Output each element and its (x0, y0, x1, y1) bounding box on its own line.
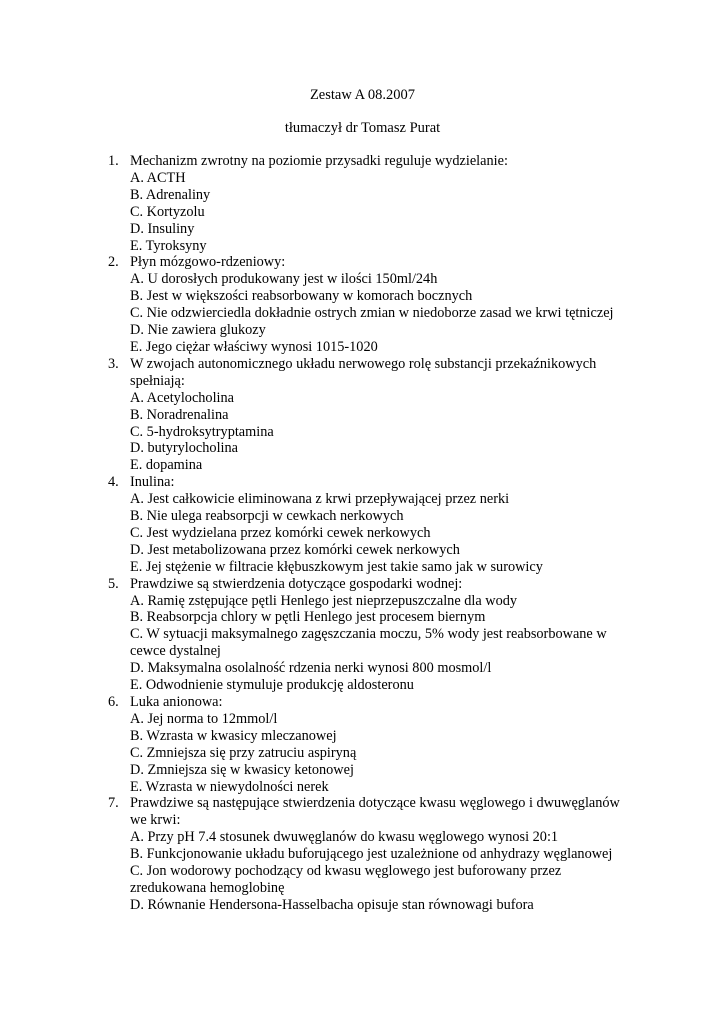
question-text-line (0, 474, 725, 491)
document-subtitle: tłumaczył dr Tomasz Purat (284, 120, 441, 136)
question-text: spełniają: (130, 372, 185, 389)
question-text: Prawdziwe są następujące stwierdzenia dotyczące kwasu węglowego i dwuwęglanów (130, 795, 620, 812)
answer-option: E. Wzrasta w niewydolności nerek (130, 778, 329, 795)
answer-option: C. 5-hydroksytryptamina (130, 423, 274, 440)
answer-option: A. Jest całkowicie eliminowana z krwi przepływającej przez nerki (130, 491, 510, 508)
question-text-line (0, 153, 725, 170)
answer-option: B. Adrenaliny (130, 186, 211, 203)
answer-option: A. Przy pH 7.4 stosunek dwuwęglanów do kwasu węglowego wynosi 20:1 (130, 829, 559, 846)
question-text-line (0, 356, 725, 373)
answer-option: C. W sytuacji maksymalnego zagęszczania moczu, 5% wody jest reabsorbowane w (130, 626, 607, 643)
question-item (0, 795, 725, 913)
question-text-line (0, 812, 725, 829)
question-text: Prawdziwe są stwierdzenia dotyczące gospodarki wodnej: (130, 575, 463, 592)
answer-option: B. Nie ulega reabsorpcji w cewkach nerkowych (130, 508, 404, 525)
question-text: Mechanizm zwrotny na poziomie przysadki reguluje wydzielanie: (130, 153, 508, 169)
question-list (0, 153, 725, 914)
answer-option: C. Nie odzwierciedla dokładnie ostrych zmian w niedoborze zasad we krwi tętniczej (130, 305, 614, 322)
answer-option: E. Tyroksyny (130, 237, 207, 254)
question-text: Płyn mózgowo-rdzeniowy: (130, 254, 286, 271)
question-text-line (0, 576, 725, 593)
answer-option: E. Jej stężenie w filtracie kłębuszkowym jest takie samo jak w surowicy (130, 558, 543, 575)
answer-option: B. Reabsorpcja chlory w pętli Henlego jest procesem biernym (130, 609, 486, 626)
question-text: Inulina: (130, 474, 175, 491)
answer-option: E. Odwodnienie stymuluje produkcję aldosteronu (130, 677, 414, 694)
answer-option: B. Jest w większości reabsorbowany w komorach bocznych (130, 288, 473, 305)
question-number: 1. (108, 153, 119, 169)
answer-option: C. Zmniejsza się przy zatruciu aspiryną (130, 744, 357, 761)
question-item (0, 153, 725, 254)
question-text-line (0, 694, 725, 711)
answer-option: A. U dorosłych produkowany jest w ilości 150ml/24h (130, 271, 438, 288)
question-item (0, 576, 725, 694)
question-item (0, 356, 725, 474)
question-item (0, 254, 725, 355)
answer-option: D. Zmniejsza się w kwasicy ketonowej (130, 761, 354, 778)
question-number: 5. (108, 575, 119, 592)
question-number: 7. (108, 795, 119, 812)
document-title: Zestaw A 08.2007 (309, 87, 416, 103)
answer-option: E. dopamina (130, 457, 203, 474)
answer-option: D. butyrylocholina (130, 440, 239, 457)
question-text: W zwojach autonomicznego układu nerwowego rolę substancji przekaźnikowych (130, 355, 597, 372)
answer-option: B. Noradrenalina (130, 406, 229, 423)
answer-option: A. Ramię zstępujące pętli Henlego jest nieprzepuszczalne dla wody (130, 592, 518, 609)
answer-option: D. Jest metabolizowana przez komórki cewek nerkowych (130, 541, 460, 558)
question-text: we krwi: (130, 812, 181, 829)
answer-option: B. Funkcjonowanie układu buforującego jest uzależnione od anhydrazy węglanowej (130, 846, 613, 863)
question-number: 3. (108, 355, 119, 372)
answer-option: D. Równanie Hendersona-Hasselbacha opisuje stan równowagi bufora (130, 896, 534, 913)
question-item (0, 694, 725, 795)
answer-option: D. Insuliny (130, 220, 195, 237)
answer-option: B. Wzrasta w kwasicy mleczanowej (130, 727, 337, 744)
question-number: 6. (108, 694, 119, 710)
question-text: Luka anionowa: (130, 694, 223, 710)
question-text-line (0, 254, 725, 271)
question-item (0, 474, 725, 575)
answer-option: C. Jon wodorowy pochodzący od kwasu węglowego jest buforowany przez (130, 863, 562, 880)
answer-option: C. Kortyzolu (130, 203, 205, 220)
question-number: 4. (108, 474, 119, 491)
question-text-line (0, 373, 725, 390)
answer-option: A. ACTH (130, 169, 186, 186)
answer-option: A. Acetylocholina (130, 389, 235, 406)
answer-option: A. Jej norma to 12mmol/l (130, 710, 278, 727)
question-text-line (0, 795, 725, 812)
answer-option: cewce dystalnej (130, 643, 221, 660)
answer-option: D. Nie zawiera glukozy (130, 322, 266, 339)
answer-option: E. Jego ciężar właściwy wynosi 1015-1020 (130, 338, 378, 355)
answer-option: C. Jest wydzielana przez komórki cewek nerkowych (130, 524, 431, 541)
question-number: 2. (108, 254, 119, 271)
answer-option: D. Maksymalna osolalność rdzenia nerki wynosi 800 mosmol/l (130, 660, 492, 677)
answer-option: zredukowana hemoglobinę (130, 879, 285, 896)
